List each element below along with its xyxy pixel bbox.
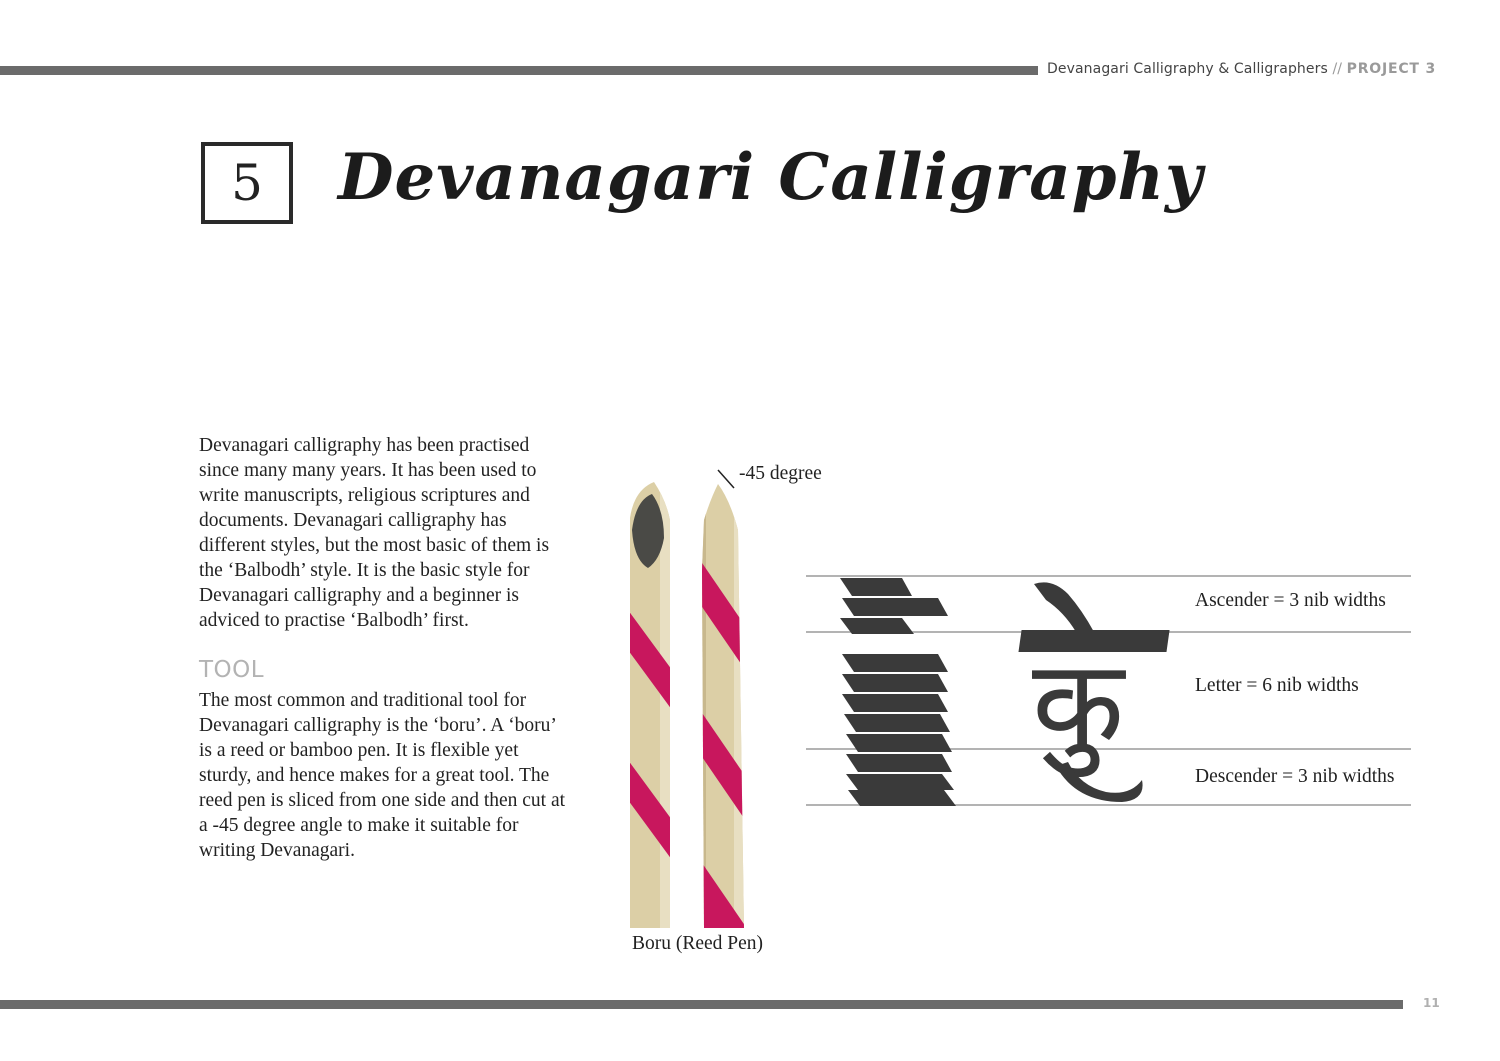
angle-tick-mark — [716, 468, 738, 490]
angle-label: -45 degree — [739, 463, 822, 484]
nib-width-marks — [840, 578, 956, 806]
running-header — [1047, 61, 1436, 77]
tool-heading: TOOL — [199, 657, 265, 683]
intro-paragraph: Devanagari calligraphy has been practised since many many years. It has been used to write manuscripts, religious scriptures and documents. Devanagari calligraphy has different styles, but the most basic of them is the ‘Balbodh’ style. It is the basic style for Devanagari calligraphy and a beginner is adviced to practise ‘Balbodh’ first. — [199, 435, 550, 631]
header-project: PROJECT 3 — [1346, 61, 1436, 77]
devanagari-letter-ku — [1018, 582, 1169, 802]
header-title: Devanagari Calligraphy & Calligraphers — [1047, 61, 1328, 77]
page-title: Devanagari Calligraphy — [338, 140, 1204, 215]
header-separator: // — [1332, 61, 1343, 77]
page-number: 11 — [1423, 996, 1440, 1010]
header-rule — [0, 66, 1038, 75]
reed-pen-right — [696, 460, 756, 930]
reed-pens-illustration — [600, 460, 780, 930]
reed-pen-left — [620, 460, 680, 930]
tool-paragraph: The most common and traditional tool for Devanagari calligraphy is the ‘boru’. A ‘boru’ is a reed or bamboo pen. It is flexible yet sturdy, and hence makes for a great tool. The reed pen is sliced from one side and then cut at a -45 degree angle to make it suitable for writing Devanagari. — [199, 690, 566, 861]
letter-height-label: Letter = 6 nib widths — [1195, 675, 1359, 696]
svg-text:कु: कु — [1032, 635, 1125, 774]
section-number: 5 — [231, 154, 263, 212]
section-number-box — [201, 142, 293, 224]
ascender-label: Ascender = 3 nib widths — [1195, 590, 1386, 611]
pen-caption: Boru (Reed Pen) — [631, 933, 764, 954]
footer-rule — [0, 1000, 1403, 1009]
descender-label: Descender = 3 nib widths — [1195, 766, 1395, 787]
